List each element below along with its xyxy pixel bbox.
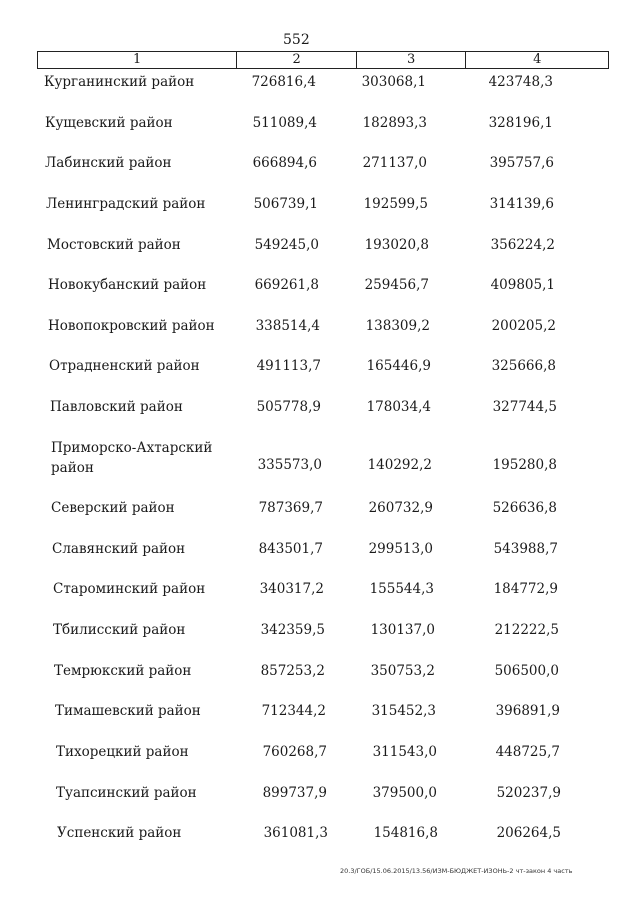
table-row bbox=[0, 153, 640, 187]
district-name: Новокубанский район bbox=[48, 277, 207, 293]
value-col-3: 165446,9 bbox=[366, 358, 431, 374]
district-name: Славянский район bbox=[52, 541, 186, 557]
value-col-2: 549245,0 bbox=[254, 237, 319, 253]
value-col-2: 338514,4 bbox=[255, 318, 320, 334]
value-col-4: 396891,9 bbox=[495, 703, 560, 719]
table-row bbox=[0, 498, 640, 532]
header-col-3: 3 bbox=[357, 52, 467, 68]
value-col-4: 327744,5 bbox=[492, 399, 557, 415]
table-row bbox=[0, 235, 640, 269]
table-row bbox=[0, 316, 640, 350]
table-row bbox=[0, 113, 640, 147]
value-col-4: 506500,0 bbox=[494, 663, 559, 679]
table-row bbox=[0, 620, 640, 654]
table-row bbox=[0, 356, 640, 390]
value-col-3: 138309,2 bbox=[365, 318, 430, 334]
value-col-4: 423748,3 bbox=[488, 74, 553, 90]
value-col-3: 154816,8 bbox=[373, 825, 438, 841]
district-name: Новопокровский район bbox=[48, 318, 215, 334]
value-col-2: 726816,4 bbox=[251, 74, 316, 90]
value-col-3: 193020,8 bbox=[364, 237, 429, 253]
value-col-2: 506739,1 bbox=[253, 196, 318, 212]
value-col-3: 259456,7 bbox=[364, 277, 429, 293]
value-col-4: 206264,5 bbox=[496, 825, 561, 841]
header-col-4: 4 bbox=[533, 52, 542, 67]
table-row bbox=[0, 72, 640, 106]
table-row bbox=[0, 275, 640, 309]
district-name: Темрюкский район bbox=[54, 663, 192, 679]
value-col-3: 155544,3 bbox=[369, 581, 434, 597]
value-col-2: 712344,2 bbox=[261, 703, 326, 719]
table-row bbox=[0, 579, 640, 613]
value-col-2: 505778,9 bbox=[256, 399, 321, 415]
value-col-3: 130137,0 bbox=[370, 622, 435, 638]
value-col-2: 669261,8 bbox=[254, 277, 319, 293]
value-col-2: 787369,7 bbox=[258, 500, 323, 516]
district-name: Северский район bbox=[51, 500, 175, 516]
header-col-2: 2 bbox=[237, 52, 357, 68]
district-name: Туапсинский район bbox=[56, 785, 197, 801]
district-name: Лабинский район bbox=[45, 155, 172, 171]
value-col-3: 315452,3 bbox=[371, 703, 436, 719]
value-col-2: 857253,2 bbox=[260, 663, 325, 679]
value-col-3: 350753,2 bbox=[370, 663, 435, 679]
value-col-4: 212222,5 bbox=[494, 622, 559, 638]
district-name: Курганинский район bbox=[44, 74, 195, 90]
value-col-3: 192599,5 bbox=[363, 196, 428, 212]
district-name: Павловский район bbox=[50, 399, 183, 415]
value-col-4: 328196,1 bbox=[488, 115, 553, 131]
value-col-2: 666894,6 bbox=[252, 155, 317, 171]
value-col-4: 526636,8 bbox=[492, 500, 557, 516]
district-name: Успенский район bbox=[57, 825, 182, 841]
table-row bbox=[0, 661, 640, 695]
value-col-2: 760268,7 bbox=[262, 744, 327, 760]
page-number: 552 bbox=[283, 32, 310, 48]
value-col-2: 491113,7 bbox=[256, 358, 321, 374]
district-name: Кущевский район bbox=[45, 115, 173, 131]
value-col-4: 195280,8 bbox=[492, 457, 557, 473]
value-col-4: 448725,7 bbox=[495, 744, 560, 760]
table-row bbox=[0, 438, 640, 476]
district-name: Ленинградский район bbox=[46, 196, 206, 212]
table-row bbox=[0, 701, 640, 735]
value-col-2: 340317,2 bbox=[259, 581, 324, 597]
value-col-4: 184772,9 bbox=[493, 581, 558, 597]
value-col-3: 178034,4 bbox=[366, 399, 431, 415]
value-col-2: 843501,7 bbox=[258, 541, 323, 557]
table-row bbox=[0, 194, 640, 228]
value-col-4: 409805,1 bbox=[490, 277, 555, 293]
value-col-3: 182893,3 bbox=[362, 115, 427, 131]
value-col-4: 395757,6 bbox=[489, 155, 554, 171]
district-name: Мостовский район bbox=[47, 237, 181, 253]
value-col-4: 314139,6 bbox=[489, 196, 554, 212]
value-col-3: 299513,0 bbox=[368, 541, 433, 557]
value-col-2: 342359,5 bbox=[260, 622, 325, 638]
value-col-4: 520237,9 bbox=[496, 785, 561, 801]
footer-path: 20.3/ГОБ/15.06.2015/13.56/ИЗМ-БЮДЖЕТ-ИЗОНЬ-2 чт-закон 4 часть bbox=[340, 867, 573, 875]
value-col-2: 361081,3 bbox=[263, 825, 328, 841]
district-name: Тихорецкий район bbox=[56, 744, 189, 760]
value-col-4: 356224,2 bbox=[490, 237, 555, 253]
value-col-2: 335573,0 bbox=[257, 457, 322, 473]
value-col-4: 543988,7 bbox=[493, 541, 558, 557]
value-col-3: 260732,9 bbox=[368, 500, 433, 516]
table-row bbox=[0, 539, 640, 573]
value-col-4: 200205,2 bbox=[491, 318, 556, 334]
value-col-4: 325666,8 bbox=[491, 358, 556, 374]
table-row bbox=[0, 783, 640, 817]
value-col-3: 379500,0 bbox=[372, 785, 437, 801]
district-name: Староминский район bbox=[53, 581, 206, 597]
district-name: Тбилисский район bbox=[53, 622, 186, 638]
table-row bbox=[0, 742, 640, 776]
value-col-3: 271137,0 bbox=[362, 155, 427, 171]
table-row bbox=[0, 823, 640, 857]
value-col-3: 140292,2 bbox=[367, 457, 432, 473]
value-col-3: 303068,1 bbox=[361, 74, 426, 90]
district-name: Тимашевский район bbox=[55, 703, 201, 719]
value-col-2: 511089,4 bbox=[252, 115, 317, 131]
district-name: Отрадненский район bbox=[49, 358, 200, 374]
value-col-2: 899737,9 bbox=[262, 785, 327, 801]
header-col-1: 1 bbox=[38, 52, 237, 68]
value-col-3: 311543,0 bbox=[372, 744, 437, 760]
district-name: Приморско-Ахтарский район bbox=[51, 440, 213, 476]
table-row bbox=[0, 397, 640, 431]
